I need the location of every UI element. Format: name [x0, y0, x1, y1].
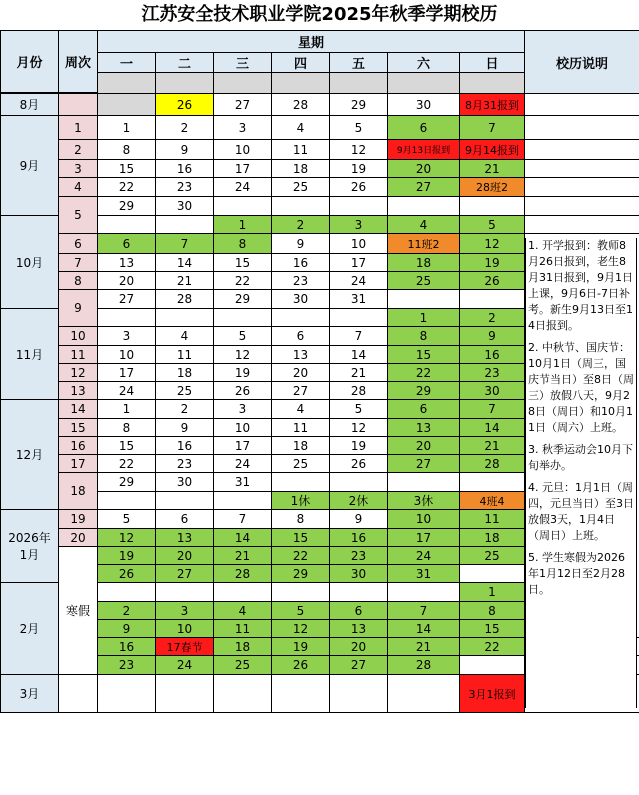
- day-cell: 24: [155, 655, 214, 675]
- day-cell: [155, 308, 214, 327]
- day-cell: 12: [97, 528, 156, 547]
- week-number: 8: [58, 271, 98, 290]
- day-cell: 31: [213, 472, 272, 492]
- day-cell: [213, 491, 272, 510]
- week-number: 11: [58, 345, 98, 364]
- day-cell: 21: [459, 159, 525, 178]
- day-cell: 10: [213, 139, 272, 160]
- weekday-header: 二: [155, 52, 214, 73]
- day-cell: 20: [387, 436, 460, 455]
- month-label: 8月: [0, 93, 59, 116]
- page-title: 江苏安全技术职业学院2025年秋季学期校历: [141, 4, 498, 25]
- day-cell: 29: [97, 472, 156, 492]
- day-cell: [329, 472, 388, 492]
- day-cell: 1: [213, 215, 272, 234]
- day-cell: 13: [97, 253, 156, 272]
- day-cell: 1: [97, 399, 156, 419]
- day-cell: 9: [155, 418, 214, 437]
- month-label: 3月: [0, 674, 59, 713]
- day-cell: [97, 582, 156, 602]
- day-cell: 12: [213, 345, 272, 364]
- day-cell: 28: [387, 655, 460, 675]
- day-cell: 24: [213, 454, 272, 473]
- day-cell: 21: [155, 271, 214, 290]
- day-cell: 1: [387, 308, 460, 327]
- day-cell: 7: [155, 233, 214, 254]
- day-cell: 19: [459, 253, 525, 272]
- day-cell: 17: [213, 159, 272, 178]
- day-cell: 3: [213, 399, 272, 419]
- day-cell: 30: [459, 381, 525, 400]
- notes-header: 校历说明: [524, 30, 639, 94]
- month-label: 9月: [0, 115, 59, 216]
- day-cell: 30: [155, 472, 214, 492]
- day-cell: 26: [97, 564, 156, 583]
- day-cell: [155, 491, 214, 510]
- day-cell: 12: [459, 233, 525, 254]
- day-cell: 27: [271, 381, 330, 400]
- day-cell: 23: [329, 546, 388, 565]
- week-header: 周次: [58, 30, 98, 93]
- day-cell: 4班4: [459, 491, 525, 510]
- day-cell: 8月31报到: [459, 93, 525, 116]
- day-cell: 29: [271, 564, 330, 583]
- weekday-header: 一: [97, 52, 156, 73]
- day-cell: 31: [387, 564, 460, 583]
- day-cell: [271, 308, 330, 327]
- day-cell: 6: [329, 601, 388, 620]
- week-number: 18: [58, 472, 98, 510]
- week-number: 6: [58, 233, 98, 254]
- day-cell: 2: [97, 601, 156, 620]
- day-cell: 28: [329, 381, 388, 400]
- day-cell: [213, 308, 272, 327]
- day-cell: 25: [459, 546, 525, 565]
- notes-frame: [524, 115, 639, 140]
- day-cell: 8: [213, 233, 272, 254]
- day-cell: 14: [213, 528, 272, 547]
- note-item: 2. 中秋节、国庆节：10月1日（周三，国庆节当日）至8日（周三）放假八天，9月28日（周日）和10月11日（周六）上班。: [528, 341, 634, 434]
- note-item: 4. 元旦：1月1日（周四，元旦当日）至3日放假3天，1月4日（周日）上班。: [528, 481, 634, 542]
- month-label: 10月: [0, 215, 59, 309]
- day-cell: [459, 655, 525, 675]
- month-label: 2月: [0, 582, 59, 675]
- day-cell: 26: [271, 655, 330, 675]
- day-cell: 24: [387, 546, 460, 565]
- day-cell: 23: [459, 363, 525, 382]
- day-cell: 4: [213, 601, 272, 620]
- day-cell: 3休: [387, 491, 460, 510]
- notes-frame: [524, 215, 639, 234]
- day-cell: 19: [213, 363, 272, 382]
- day-cell: 27: [155, 564, 214, 583]
- day-cell: 6: [271, 326, 330, 346]
- day-cell: [155, 215, 214, 234]
- day-cell: 5: [271, 601, 330, 620]
- day-cell: 8: [97, 418, 156, 437]
- day-cell: [459, 289, 525, 309]
- day-cell: 10: [97, 345, 156, 364]
- day-cell: 3: [97, 326, 156, 346]
- day-cell: 18: [271, 159, 330, 178]
- header-spacer: [155, 72, 214, 94]
- day-cell: [387, 674, 460, 713]
- notes-frame: [524, 196, 639, 216]
- day-cell: 26: [213, 381, 272, 400]
- day-cell: 4: [387, 215, 460, 234]
- day-cell: [97, 308, 156, 327]
- day-cell: 7: [387, 601, 460, 620]
- day-cell: 16: [155, 436, 214, 455]
- day-cell: 23: [97, 655, 156, 675]
- month-label: 2026年 1月: [0, 509, 59, 583]
- day-cell: 30: [155, 196, 214, 216]
- day-cell: [459, 472, 525, 492]
- day-cell: 27: [329, 655, 388, 675]
- weekday-header: 五: [329, 52, 388, 73]
- day-cell: 14: [387, 619, 460, 638]
- day-cell: 15: [213, 253, 272, 272]
- day-cell: 19: [329, 159, 388, 178]
- day-cell: 6: [387, 399, 460, 419]
- day-cell: 10: [329, 233, 388, 254]
- day-cell: 4: [155, 326, 214, 346]
- day-cell: 16: [97, 637, 156, 656]
- day-cell: 7: [459, 115, 525, 140]
- day-cell: 9月13日报到: [387, 139, 460, 160]
- day-cell: 30: [329, 564, 388, 583]
- header-spacer: [329, 72, 388, 94]
- week-number: 16: [58, 436, 98, 455]
- day-cell: [271, 472, 330, 492]
- day-cell: 18: [271, 436, 330, 455]
- header-spacer: [97, 72, 156, 94]
- month-label: 12月: [0, 399, 59, 510]
- day-cell: 2: [271, 215, 330, 234]
- day-cell: 14: [329, 345, 388, 364]
- day-cell: 15: [97, 159, 156, 178]
- day-cell: 20: [155, 546, 214, 565]
- day-cell: [97, 674, 156, 713]
- day-cell: [387, 289, 460, 309]
- day-cell: 21: [459, 436, 525, 455]
- day-cell: 9: [329, 509, 388, 529]
- day-cell: 22: [97, 454, 156, 473]
- day-cell: 28班2: [459, 177, 525, 197]
- day-cell: 22: [459, 637, 525, 656]
- day-cell: 3月1报到: [459, 674, 525, 713]
- day-cell: 9: [459, 326, 525, 346]
- day-cell: 15: [459, 619, 525, 638]
- week-number: 10: [58, 326, 98, 346]
- month-label: 11月: [0, 308, 59, 400]
- week-number: 3: [58, 159, 98, 178]
- day-cell: 13: [387, 418, 460, 437]
- day-cell: 27: [213, 93, 272, 116]
- day-cell: [271, 582, 330, 602]
- day-cell: 6: [387, 115, 460, 140]
- day-cell: 2: [459, 308, 525, 327]
- day-cell: [271, 674, 330, 713]
- day-cell: 1: [97, 115, 156, 140]
- day-cell: 8: [459, 601, 525, 620]
- day-cell: 25: [271, 177, 330, 197]
- day-cell: [329, 196, 388, 216]
- day-cell: 14: [155, 253, 214, 272]
- day-cell: 11: [213, 619, 272, 638]
- day-cell: 12: [329, 139, 388, 160]
- day-cell: 11: [459, 509, 525, 529]
- week-number: 20: [58, 528, 98, 547]
- day-cell: 18: [459, 528, 525, 547]
- day-cell: 27: [387, 454, 460, 473]
- day-cell: 7: [213, 509, 272, 529]
- weekday-header: 三: [213, 52, 272, 73]
- day-cell: 11班2: [387, 233, 460, 254]
- day-cell: [97, 491, 156, 510]
- day-cell: 22: [213, 271, 272, 290]
- notes-frame: [524, 177, 639, 197]
- week-number: 1: [58, 115, 98, 140]
- day-cell: 8: [97, 139, 156, 160]
- day-cell: 19: [97, 546, 156, 565]
- day-cell: 18: [387, 253, 460, 272]
- day-cell: 29: [97, 196, 156, 216]
- day-cell: 16: [329, 528, 388, 547]
- day-cell: 20: [387, 159, 460, 178]
- week-number: 寒假: [58, 546, 98, 675]
- note-item: 3. 秋季运动会10月下旬举办。: [528, 443, 633, 472]
- day-cell: 21: [329, 363, 388, 382]
- day-cell: 29: [387, 381, 460, 400]
- day-cell: 1休: [271, 491, 330, 510]
- day-cell: 1: [459, 582, 525, 602]
- day-cell: [329, 674, 388, 713]
- day-cell: 10: [155, 619, 214, 638]
- day-cell: 11: [271, 418, 330, 437]
- weekday-header: 四: [271, 52, 330, 73]
- day-cell: 9: [271, 233, 330, 254]
- day-cell: 5: [213, 326, 272, 346]
- day-cell: 8: [387, 326, 460, 346]
- day-cell: 19: [329, 436, 388, 455]
- day-cell: [97, 93, 156, 116]
- day-cell: 26: [459, 271, 525, 290]
- day-cell: 22: [97, 177, 156, 197]
- weekday-header: 日: [459, 52, 525, 73]
- day-cell: 16: [459, 345, 525, 364]
- day-cell: 2: [155, 399, 214, 419]
- month-header: 月份: [0, 30, 59, 93]
- week-number: 13: [58, 381, 98, 400]
- day-cell: [387, 196, 460, 216]
- note-item: 1. 开学报到：教师8月26日报到，老生8月31日报到，9月1日上课，9月6日-7日补考。新生9月13日至14日报到。: [528, 239, 633, 332]
- day-cell: [155, 674, 214, 713]
- day-cell: 9月14报到: [459, 139, 525, 160]
- week-number: 4: [58, 177, 98, 197]
- calendar-notes: [525, 238, 637, 708]
- day-cell: 24: [213, 177, 272, 197]
- day-cell: [213, 582, 272, 602]
- day-cell: 12: [271, 619, 330, 638]
- day-cell: [387, 472, 460, 492]
- day-cell: 20: [97, 271, 156, 290]
- day-cell: 31: [329, 289, 388, 309]
- day-cell: 24: [329, 271, 388, 290]
- day-cell: 16: [155, 159, 214, 178]
- notes-frame: [524, 93, 639, 116]
- day-cell: 17: [97, 363, 156, 382]
- header-spacer: [387, 72, 460, 94]
- day-cell: 5: [459, 215, 525, 234]
- day-cell: 10: [213, 418, 272, 437]
- day-cell: 30: [387, 93, 460, 116]
- day-cell: 21: [213, 546, 272, 565]
- day-cell: 7: [329, 326, 388, 346]
- day-cell: 20: [329, 637, 388, 656]
- day-cell: 26: [155, 93, 214, 116]
- day-cell: 3: [329, 215, 388, 234]
- notes-frame: [524, 139, 639, 160]
- day-cell: 18: [213, 637, 272, 656]
- day-cell: 25: [387, 271, 460, 290]
- day-cell: 20: [271, 363, 330, 382]
- day-cell: 25: [271, 454, 330, 473]
- day-cell: 2休: [329, 491, 388, 510]
- day-cell: 11: [155, 345, 214, 364]
- day-cell: 28: [271, 93, 330, 116]
- week-number: 2: [58, 139, 98, 160]
- day-cell: 11: [271, 139, 330, 160]
- day-cell: 6: [155, 509, 214, 529]
- day-cell: 8: [271, 509, 330, 529]
- day-cell: 5: [329, 399, 388, 419]
- day-cell: [213, 674, 272, 713]
- day-cell: 13: [155, 528, 214, 547]
- day-cell: [387, 582, 460, 602]
- day-cell: [459, 196, 525, 216]
- day-cell: 4: [271, 399, 330, 419]
- header-spacer: [271, 72, 330, 94]
- day-cell: 5: [97, 509, 156, 529]
- day-cell: 29: [329, 93, 388, 116]
- day-cell: 4: [271, 115, 330, 140]
- week-number: 17: [58, 454, 98, 473]
- day-cell: 28: [155, 289, 214, 309]
- day-cell: [329, 582, 388, 602]
- day-cell: 16: [271, 253, 330, 272]
- weekday-group-header: 星期: [97, 30, 525, 53]
- day-cell: 17: [213, 436, 272, 455]
- day-cell: 9: [97, 619, 156, 638]
- day-cell: 23: [155, 177, 214, 197]
- day-cell: 13: [271, 345, 330, 364]
- day-cell: [459, 564, 525, 583]
- day-cell: 23: [271, 271, 330, 290]
- day-cell: 30: [271, 289, 330, 309]
- day-cell: 6: [97, 233, 156, 254]
- day-cell: 15: [387, 345, 460, 364]
- day-cell: 5: [329, 115, 388, 140]
- day-cell: 26: [329, 177, 388, 197]
- day-cell: 22: [271, 546, 330, 565]
- day-cell: 15: [97, 436, 156, 455]
- day-cell: 25: [213, 655, 272, 675]
- day-cell: 2: [155, 115, 214, 140]
- day-cell: 27: [387, 177, 460, 197]
- week-number: 15: [58, 418, 98, 437]
- week-number: 19: [58, 509, 98, 529]
- day-cell: 3: [213, 115, 272, 140]
- day-cell: 25: [155, 381, 214, 400]
- day-cell: 27: [97, 289, 156, 309]
- day-cell: 26: [329, 454, 388, 473]
- week-number: 5: [58, 196, 98, 234]
- day-cell: 7: [459, 399, 525, 419]
- weekday-header: 六: [387, 52, 460, 73]
- week-number: 9: [58, 289, 98, 327]
- day-cell: 29: [213, 289, 272, 309]
- header-spacer: [459, 72, 525, 94]
- day-cell: 3: [155, 601, 214, 620]
- day-cell: 21: [387, 637, 460, 656]
- week-number: 7: [58, 253, 98, 272]
- day-cell: 9: [155, 139, 214, 160]
- header-spacer: [213, 72, 272, 94]
- week-spacer: [58, 93, 98, 116]
- day-cell: 23: [155, 454, 214, 473]
- day-cell: 15: [271, 528, 330, 547]
- day-cell: [155, 582, 214, 602]
- week-spacer: [58, 674, 98, 713]
- day-cell: 24: [97, 381, 156, 400]
- day-cell: 18: [155, 363, 214, 382]
- note-item: 5. 学生寒假为2026年1月12日至2月28日。: [528, 551, 625, 596]
- day-cell: 17春节: [155, 637, 214, 656]
- day-cell: 19: [271, 637, 330, 656]
- week-number: 12: [58, 363, 98, 382]
- day-cell: 17: [329, 253, 388, 272]
- day-cell: 28: [459, 454, 525, 473]
- notes-frame: [524, 159, 639, 178]
- day-cell: 22: [387, 363, 460, 382]
- day-cell: [97, 215, 156, 234]
- day-cell: 28: [213, 564, 272, 583]
- day-cell: 17: [387, 528, 460, 547]
- day-cell: 12: [329, 418, 388, 437]
- day-cell: [213, 196, 272, 216]
- week-number: 14: [58, 399, 98, 419]
- day-cell: 10: [387, 509, 460, 529]
- day-cell: 13: [329, 619, 388, 638]
- day-cell: 14: [459, 418, 525, 437]
- day-cell: [329, 308, 388, 327]
- day-cell: [271, 196, 330, 216]
